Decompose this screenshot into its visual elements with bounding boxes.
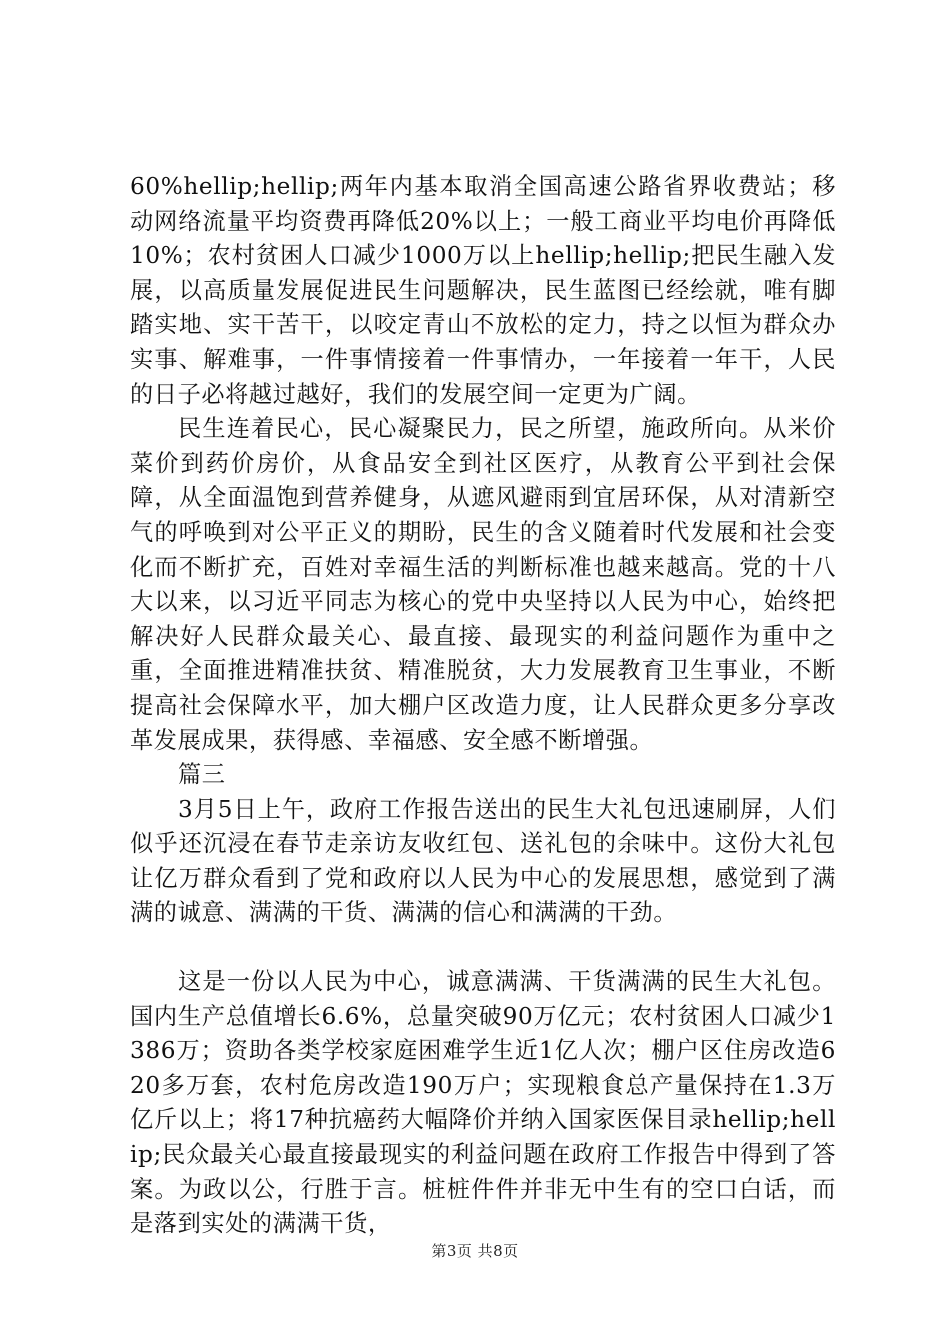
page-footer: 第3页 共8页 — [431, 1242, 519, 1260]
document-body — [130, 170, 836, 1242]
paragraph-gift-package: 这是一份以人民为中心，诚意满满、干货满满的民生大礼包。国内生产总值增长6.6%，总量突破90万亿元；农村贫困人口减少1386万；资助各类学校家庭困难学生近1亿人次；棚户区住房改造620多万套，农村危房改造190万户；实现粮食总产量保持在1.3万亿斤以上；将17种抗癌药大幅降价并纳入国家医保目录hellip;hellip;民众最关心最直接最现实的利益问题在政府工作报告中得到了答案。为政以公，行胜于言。桩桩件件并非无中生有的空口白话，而是落到实处的满满干货， — [130, 968, 836, 1238]
section-heading: 篇三 — [178, 761, 226, 789]
paragraph-march-fifth: 3月5日上午，政府工作报告送出的民生大礼包迅速刷屏，人们似乎还沉浸在春节走亲访友收红包、送礼包的余味中。这份大礼包让亿万群众看到了党和政府以人民为中心的发展思想，感觉到了满满的诚意、满满的干货、满满的信心和满满的干劲。 — [130, 795, 836, 927]
paragraph-continued: 60%hellip;hellip;两年内基本取消全国高速公路省界收费站；移动网络流量平均资费再降低20%以上；一般工商业平均电价再降低10%；农村贫困人口减少1000万以上hellip;hellip;把民生融入发展，以高质量发展促进民生问题解决，民生蓝图已经绘就，唯有脚踏实地、实干苦干，以咬定青山不放松的定力，持之以恒为群众办实事、解难事，一件事情接着一件事情办，一年接着一年干，人民的日子必将越过越好，我们的发展空间一定更为广阔。 — [130, 173, 836, 408]
paragraph-minsheng: 民生连着民心，民心凝聚民力，民之所望，施政所向。从米价菜价到药价房价，从食品安全到社区医疗，从教育公平到社会保障，从全面温饱到营养健身，从遮风避雨到宜居环保，从对清新空气的呼唤到对公平正义的期盼，民生的含义随着时代发展和社会变化而不断扩充，百姓对幸福生活的判断标准也越来越高。党的十八大以来，以习近平同志为核心的党中央坚持以人民为中心，始终把解决好人民群众最关心、最直接、最现实的利益问题作为重中之重，全面推进精准扶贫、精准脱贫，大力发展教育卫生事业，不断提高社会保障水平，加大棚户区改造力度，让人民群众更多分享改革发展成果，获得感、幸福感、安全感不断增强。 — [130, 415, 836, 754]
